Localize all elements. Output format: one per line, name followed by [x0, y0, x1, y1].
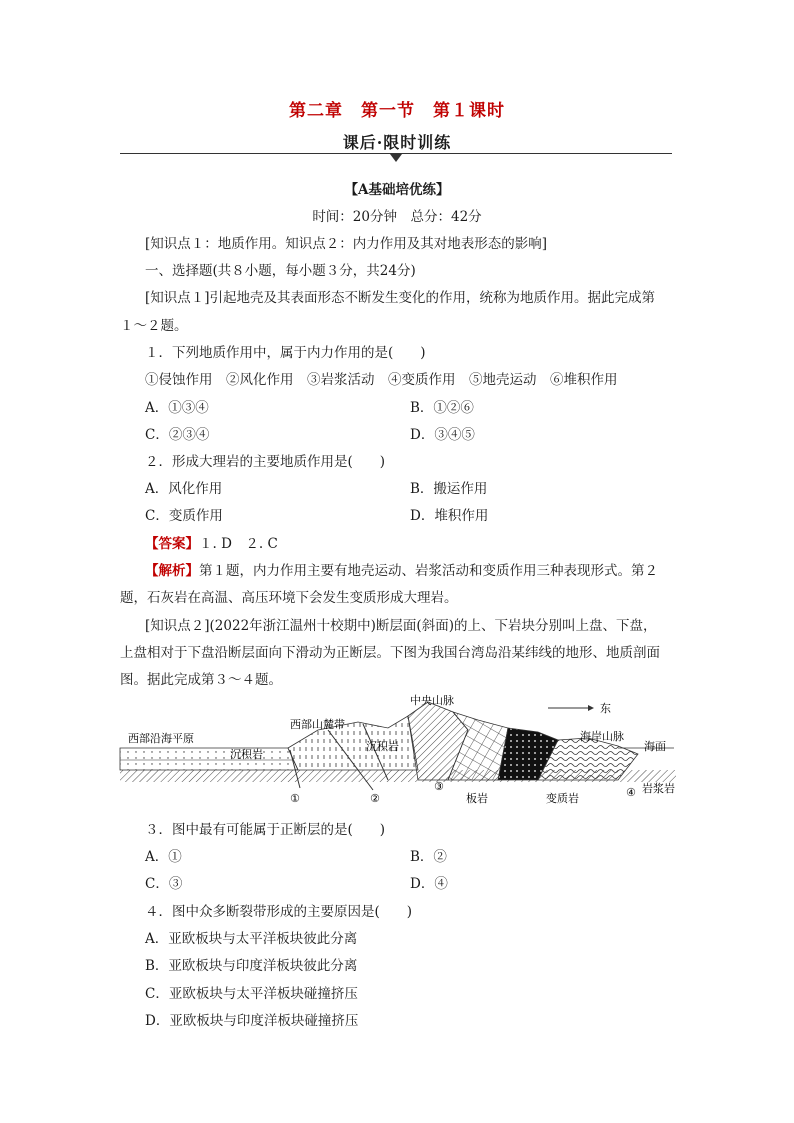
- q1-option-a: A．①③④: [145, 400, 209, 416]
- q4-option-b: B．亚欧板块与印度洋板块彼此分离: [145, 958, 358, 974]
- q3-stem: ３．图中最有可能属于正断层的是( ): [145, 822, 386, 838]
- q1-items: ①侵蚀作用 ②风化作用 ③岩浆活动 ④变质作用 ⑤地壳运动 ⑥堆积作用: [145, 372, 618, 388]
- label-sea: 海面: [644, 740, 666, 753]
- q2-option-a: A．风化作用: [145, 481, 223, 497]
- time-score: 时间：20分钟 总分：42分: [312, 209, 482, 225]
- analysis-line2: 题，石灰岩在高温、高压环境下会发生变质形成大理岩。: [120, 590, 458, 606]
- q2-stem: ２．形成大理岩的主要地质作用是( ): [145, 454, 386, 470]
- page-subtitle: 课后·限时训练: [342, 133, 452, 152]
- passage2-line2: 上盘相对于下盘沿断层面向下滑动为正断层。下图为我国台湾岛沿某纬线的地形、地质剖面: [120, 645, 660, 661]
- section-label: 【A基础培优练】: [344, 182, 450, 198]
- marker-2: ②: [370, 792, 380, 805]
- label-west-plain: 西部沿海平原: [128, 732, 194, 745]
- answer-text: １. D ２. C: [199, 536, 278, 552]
- label-central-range: 中央山脉: [410, 694, 454, 707]
- q2-option-d: D．堆积作用: [410, 508, 489, 524]
- answer-line: [145, 532, 278, 552]
- analysis-text1: 第１题，内力作用主要有地壳运动、岩浆活动和变质作用三种表现形式。第２: [199, 563, 658, 579]
- label-slate: 板岩: [466, 792, 488, 805]
- q3-option-d: D．④: [410, 876, 448, 892]
- passage1-line1: [知识点１]引起地壳及其表面形态不断发生变化的作用，统称为地质作用。据此完成第: [145, 290, 656, 306]
- q1-option-c: C．②③④: [145, 427, 210, 443]
- q4-stem: ４．图中众多断裂带形成的主要原因是( ): [145, 904, 413, 920]
- q3-option-a: A．①: [145, 849, 182, 865]
- answer-label: 【答案】: [145, 536, 199, 552]
- label-sediment-2: 沉积岩: [366, 740, 399, 753]
- label-sediment-1: 沉积岩: [230, 748, 263, 761]
- marker-4: ④: [626, 786, 636, 799]
- q2-option-b: B．搬运作用: [410, 481, 488, 497]
- q4-option-a: A．亚欧板块与太平洋板块彼此分离: [145, 931, 358, 947]
- label-west-foothill: 西部山麓带: [290, 718, 345, 731]
- label-magmatic: 岩浆岩: [642, 782, 675, 795]
- q3-option-c: C．③: [145, 876, 183, 892]
- passage2-line1: [知识点２](2022年浙江温州十校期中)断层面(斜面)的上、下岩块分别叫上盘、下盘，: [145, 618, 657, 634]
- q1-option-d: D．③④⑤: [410, 427, 475, 443]
- analysis-line1: [145, 559, 658, 579]
- west-plain-shape: [120, 748, 298, 770]
- marker-3: ③: [434, 780, 444, 793]
- q2-option-c: C．变质作用: [145, 508, 223, 524]
- knowledge-points: [知识点１：地质作用。知识点２：内力作用及其对地表形态的影响]: [145, 236, 548, 252]
- marker-1: ①: [290, 792, 300, 805]
- q4-option-d: D．亚欧板块与印度洋板块碰撞挤压: [145, 1013, 359, 1029]
- q4-option-c: C．亚欧板块与太平洋板块碰撞挤压: [145, 986, 358, 1002]
- geology-cross-section: [118, 690, 678, 810]
- label-coastal-range: 海岸山脉: [580, 730, 624, 743]
- q1-stem: １．下列地质作用中，属于内力作用的是( ): [145, 345, 426, 361]
- passage1-line2: １～２题。: [120, 318, 188, 334]
- label-metamorphic: 变质岩: [546, 792, 579, 805]
- part-one-heading: 一、选择题(共８小题，每小题３分，共24分): [145, 263, 416, 279]
- q1-option-b: B．①②⑥: [410, 400, 474, 416]
- divider-triangle-icon: [390, 154, 402, 162]
- passage2-line3: 图。据此完成第３～４题。: [120, 672, 282, 688]
- page-title: 第二章 第一节 第１课时: [289, 101, 505, 121]
- analysis-label: 【解析】: [145, 563, 199, 579]
- q3-option-b: B．②: [410, 849, 447, 865]
- label-east: 东: [600, 702, 611, 715]
